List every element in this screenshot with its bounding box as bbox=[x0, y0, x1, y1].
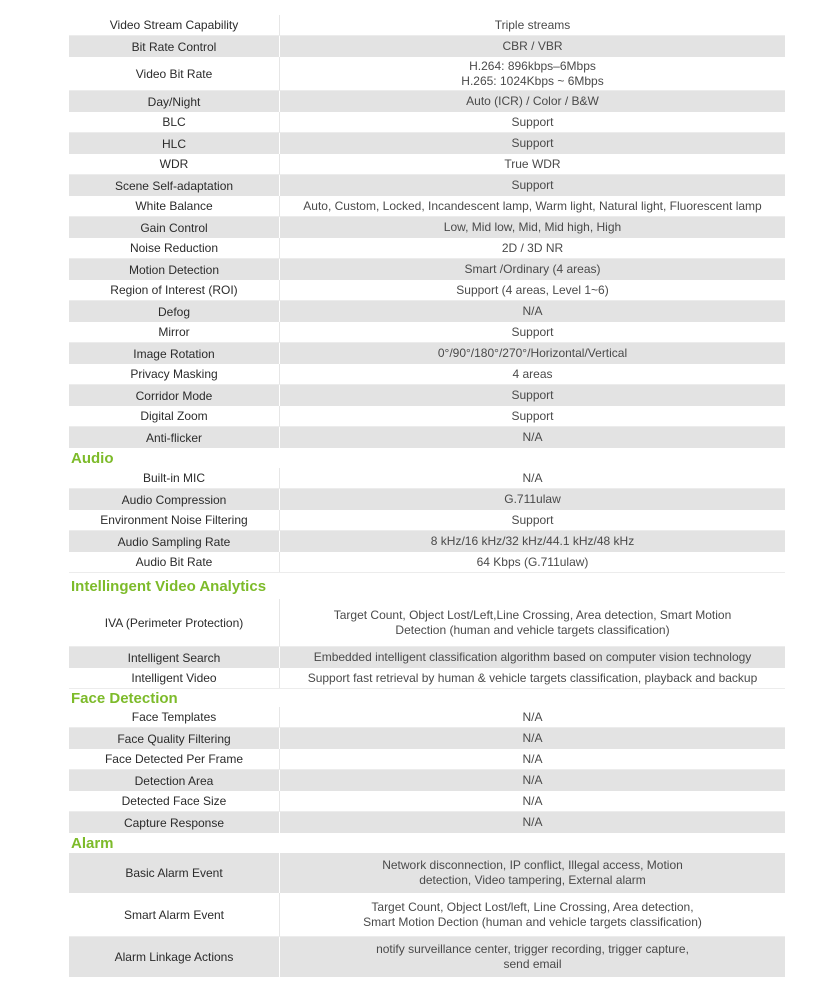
spec-row-face-quality-filtering bbox=[69, 728, 785, 749]
spec-value-line: notify surveillance center, trigger recording, trigger capture, bbox=[376, 942, 689, 956]
spec-table bbox=[69, 15, 785, 977]
spec-value-lines bbox=[522, 710, 542, 725]
spec-value-line: Target Count, Object Lost/left, Line Crossing, Area detection, bbox=[371, 899, 694, 914]
spec-value bbox=[279, 385, 785, 406]
spec-value-line: Support bbox=[511, 324, 554, 339]
spec-value bbox=[279, 893, 785, 936]
section-heading-audio: Audio bbox=[71, 449, 114, 467]
spec-value-lines bbox=[511, 115, 553, 130]
spec-value bbox=[279, 57, 785, 90]
spec-value-lines bbox=[363, 900, 702, 930]
spec-label: Image Rotation bbox=[133, 346, 215, 361]
spec-label: Audio Sampling Rate bbox=[117, 534, 231, 549]
spec-label: Day/Night bbox=[147, 94, 201, 109]
spec-label: Audio Bit Rate bbox=[135, 555, 213, 569]
spec-label: Noise Reduction bbox=[129, 241, 219, 255]
spec-value bbox=[279, 489, 785, 510]
spec-label: Detected Face Size bbox=[121, 794, 227, 808]
spec-value bbox=[279, 427, 785, 448]
spec-value-line: Low, Mid low, Mid, Mid high, High bbox=[443, 220, 622, 234]
spec-value-line: Support bbox=[511, 114, 554, 129]
spec-row-anti-flicker bbox=[69, 427, 785, 448]
spec-row-wdr bbox=[69, 154, 785, 175]
spec-value bbox=[279, 154, 785, 174]
spec-label: BLC bbox=[162, 115, 186, 129]
spec-row-detected-face-size bbox=[69, 791, 785, 812]
spec-row-digital-zoom bbox=[69, 406, 785, 427]
spec-value bbox=[279, 853, 785, 893]
spec-value-line: Triple streams bbox=[494, 17, 571, 32]
spec-row-motion-detection bbox=[69, 259, 785, 280]
spec-label: IVA (Perimeter Protection) bbox=[104, 615, 244, 630]
spec-value-line: Support bbox=[511, 178, 554, 192]
spec-value bbox=[279, 937, 785, 977]
spec-value bbox=[279, 259, 785, 280]
spec-value-lines bbox=[522, 471, 542, 486]
spec-label: Privacy Masking bbox=[130, 367, 218, 381]
spec-value bbox=[279, 599, 785, 646]
spec-value-lines bbox=[522, 815, 542, 830]
spec-value-lines bbox=[522, 794, 542, 809]
spec-value-lines bbox=[464, 262, 600, 277]
spec-value bbox=[279, 510, 785, 530]
spec-row-intelligent-video bbox=[69, 668, 785, 689]
spec-value bbox=[279, 531, 785, 552]
spec-label: Basic Alarm Event bbox=[125, 866, 223, 880]
spec-value bbox=[279, 238, 785, 258]
spec-value-lines bbox=[477, 555, 589, 570]
spec-value bbox=[279, 468, 785, 488]
spec-value-lines bbox=[308, 671, 758, 686]
spec-value bbox=[279, 301, 785, 322]
spec-label: Face Quality Filtering bbox=[117, 731, 231, 746]
spec-label: Corridor Mode bbox=[135, 388, 213, 403]
spec-value bbox=[279, 217, 785, 238]
spec-value-lines bbox=[511, 388, 553, 403]
spec-value bbox=[279, 770, 785, 791]
spec-value-line: Support bbox=[511, 408, 554, 423]
spec-row-bit-rate-control bbox=[69, 36, 785, 57]
spec-row-intelligent-search bbox=[69, 647, 785, 668]
spec-value bbox=[279, 791, 785, 811]
spec-label: Intelligent Search bbox=[127, 650, 221, 665]
spec-row-noise-reduction bbox=[69, 238, 785, 259]
spec-value-line: detection, Video tampering, External alarm bbox=[419, 873, 646, 887]
spec-row-alarm-linkage-actions bbox=[69, 937, 785, 977]
spec-value bbox=[279, 322, 785, 342]
spec-value-line: Auto, Custom, Locked, Incandescent lamp, Warm light, Natural light, Fluorescent lamp bbox=[303, 198, 762, 213]
spec-value-line: N/A bbox=[522, 751, 543, 766]
spec-row-blc bbox=[69, 112, 785, 133]
spec-value-lines bbox=[376, 942, 689, 972]
spec-value bbox=[279, 406, 785, 426]
spec-value-lines bbox=[511, 513, 553, 528]
spec-row-basic-alarm-event bbox=[69, 853, 785, 893]
spec-row-face-detected-per-frame bbox=[69, 749, 785, 770]
spec-value-lines bbox=[504, 492, 560, 507]
spec-label: Region of Interest (ROI) bbox=[110, 283, 238, 297]
section-heading-face-detection: Face Detection bbox=[71, 689, 178, 707]
spec-row-day-night bbox=[69, 91, 785, 112]
spec-value-line: Smart Motion Dection (human and vehicle targets classification) bbox=[363, 914, 702, 929]
spec-value bbox=[279, 196, 785, 216]
spec-value bbox=[279, 175, 785, 196]
spec-value-line: CBR / VBR bbox=[502, 39, 563, 53]
spec-value-line: N/A bbox=[522, 815, 543, 829]
spec-value-lines bbox=[504, 157, 560, 172]
spec-value bbox=[279, 112, 785, 132]
spec-row-scene-self-adaptation bbox=[69, 175, 785, 196]
spec-label: WDR bbox=[159, 157, 189, 171]
spec-value-lines bbox=[502, 39, 562, 54]
spec-value bbox=[279, 668, 785, 688]
spec-value-lines bbox=[511, 178, 553, 193]
spec-label: Detection Area bbox=[134, 773, 214, 788]
spec-value-lines bbox=[382, 858, 683, 888]
spec-value-line: N/A bbox=[522, 709, 543, 724]
spec-row-environment-noise-filtering bbox=[69, 510, 785, 531]
spec-value-line: Detection (human and vehicle targets classification) bbox=[395, 622, 670, 637]
spec-row-audio-compression bbox=[69, 489, 785, 510]
spec-value-line: 0°/90°/180°/270°/Horizontal/Vertical bbox=[437, 346, 628, 360]
spec-value-lines bbox=[456, 283, 608, 298]
spec-label: Video Bit Rate bbox=[135, 66, 213, 81]
spec-row-capture-response bbox=[69, 812, 785, 833]
spec-label: Defog bbox=[157, 304, 191, 319]
spec-value-line: Smart /Ordinary (4 areas) bbox=[464, 262, 601, 276]
spec-value-line: Auto (ICR) / Color / B&W bbox=[466, 94, 599, 108]
spec-label: Intelligent Video bbox=[131, 671, 217, 685]
spec-value bbox=[279, 647, 785, 668]
spec-value-lines bbox=[495, 18, 571, 33]
spec-value-lines bbox=[303, 199, 761, 214]
spec-value-lines bbox=[522, 773, 542, 788]
spec-value-lines bbox=[314, 650, 752, 665]
spec-value-lines bbox=[512, 367, 552, 382]
spec-value bbox=[279, 343, 785, 364]
spec-value-lines bbox=[466, 94, 599, 109]
spec-value-lines bbox=[334, 608, 732, 638]
spec-value-line: G.711ulaw bbox=[504, 492, 561, 506]
spec-value-line: Support bbox=[511, 388, 554, 402]
spec-value bbox=[279, 552, 785, 572]
spec-label: Gain Control bbox=[140, 220, 208, 235]
spec-label: Capture Response bbox=[123, 815, 225, 830]
spec-label: Scene Self-adaptation bbox=[114, 178, 234, 193]
spec-value-line: Support bbox=[511, 136, 554, 150]
spec-value-line: Support bbox=[511, 512, 554, 527]
spec-value-line: Embedded intelligent classification algorithm based on computer vision technology bbox=[313, 650, 752, 664]
spec-label: Face Templates bbox=[131, 710, 217, 724]
spec-value-lines bbox=[444, 220, 621, 235]
section-heading-alarm: Alarm bbox=[71, 834, 114, 852]
spec-value-line: H.265: 1024Kbps ~ 6Mbps bbox=[461, 73, 604, 88]
spec-value-line: N/A bbox=[522, 470, 543, 485]
spec-row-smart-alarm-event bbox=[69, 893, 785, 937]
spec-label: HLC bbox=[161, 136, 186, 151]
spec-value-lines bbox=[461, 59, 603, 89]
spec-label: Audio Compression bbox=[121, 492, 227, 507]
spec-row-defog bbox=[69, 301, 785, 322]
spec-row-detection-area bbox=[69, 770, 785, 791]
spec-value bbox=[279, 812, 785, 833]
spec-value-lines bbox=[522, 752, 542, 767]
spec-label: Alarm Linkage Actions bbox=[114, 950, 234, 964]
spec-value-lines bbox=[431, 534, 634, 549]
spec-value bbox=[279, 280, 785, 300]
spec-value-line: 4 areas bbox=[512, 366, 553, 381]
spec-label: Built-in MIC bbox=[142, 471, 205, 485]
spec-value-line: N/A bbox=[522, 793, 543, 808]
spec-value bbox=[279, 36, 785, 57]
spec-value-line: Support (4 areas, Level 1~6) bbox=[456, 282, 609, 297]
spec-value-line: N/A bbox=[522, 304, 543, 318]
spec-value-line: N/A bbox=[522, 731, 543, 745]
spec-value-line: Support fast retrieval by human & vehicle targets classification, playback and backup bbox=[307, 670, 758, 685]
spec-label: White Balance bbox=[135, 199, 213, 213]
spec-row-privacy-masking bbox=[69, 364, 785, 385]
spec-value bbox=[279, 15, 785, 35]
spec-value-line: N/A bbox=[522, 773, 543, 787]
section-heading-intellingent-video-analytics: Intellingent Video Analytics bbox=[71, 577, 267, 595]
spec-row-corridor-mode bbox=[69, 385, 785, 406]
spec-value-lines bbox=[438, 346, 627, 361]
spec-label: Smart Alarm Event bbox=[123, 907, 225, 922]
spec-value-lines bbox=[502, 241, 563, 256]
spec-value-line: H.264: 896kbps–6Mbps bbox=[469, 58, 596, 73]
spec-label: Mirror bbox=[158, 325, 190, 339]
spec-value-lines bbox=[522, 430, 542, 445]
spec-value-line: send email bbox=[503, 957, 562, 971]
spec-row-face-templates bbox=[69, 707, 785, 728]
spec-label: Video Stream Capability bbox=[109, 18, 239, 32]
spec-value-line: 8 kHz/16 kHz/32 kHz/44.1 kHz/48 kHz bbox=[430, 534, 635, 548]
spec-value-line: 64 Kbps (G.711ulaw) bbox=[476, 554, 589, 569]
spec-value-line: Network disconnection, IP conflict, Illegal access, Motion bbox=[382, 858, 683, 872]
spec-label: Digital Zoom bbox=[140, 409, 208, 423]
spec-value-line: Target Count, Object Lost/Left,Line Crossing, Area detection, Smart Motion bbox=[333, 607, 732, 622]
spec-value bbox=[279, 728, 785, 749]
spec-row-audio-bit-rate bbox=[69, 552, 785, 573]
spec-value-lines bbox=[522, 304, 542, 319]
spec-value-lines bbox=[511, 136, 553, 151]
spec-row-audio-sampling-rate bbox=[69, 531, 785, 552]
spec-row-white-balance bbox=[69, 196, 785, 217]
spec-label: Face Detected Per Frame bbox=[104, 752, 244, 766]
spec-value-lines bbox=[522, 731, 542, 746]
spec-row-hlc bbox=[69, 133, 785, 154]
spec-label: Environment Noise Filtering bbox=[100, 513, 248, 527]
spec-value bbox=[279, 707, 785, 727]
spec-row-region-of-interest-roi bbox=[69, 280, 785, 301]
spec-label: Anti-flicker bbox=[145, 430, 202, 445]
spec-value-lines bbox=[511, 325, 553, 340]
spec-value bbox=[279, 749, 785, 769]
spec-label: Motion Detection bbox=[128, 262, 220, 277]
spec-row-gain-control bbox=[69, 217, 785, 238]
spec-row-video-stream-capability bbox=[69, 15, 785, 36]
spec-value-line: N/A bbox=[522, 430, 543, 444]
spec-row-image-rotation bbox=[69, 343, 785, 364]
spec-row-mirror bbox=[69, 322, 785, 343]
spec-row-iva-perimeter-protection bbox=[69, 599, 785, 647]
spec-row-video-bit-rate bbox=[69, 57, 785, 91]
spec-label: Bit Rate Control bbox=[131, 39, 217, 54]
spec-value bbox=[279, 364, 785, 384]
spec-value-line: 2D / 3D NR bbox=[501, 240, 564, 255]
spec-value bbox=[279, 133, 785, 154]
spec-row-built-in-mic bbox=[69, 468, 785, 489]
spec-value bbox=[279, 91, 785, 112]
spec-value-line: True WDR bbox=[504, 156, 561, 171]
spec-value-lines bbox=[511, 409, 553, 424]
